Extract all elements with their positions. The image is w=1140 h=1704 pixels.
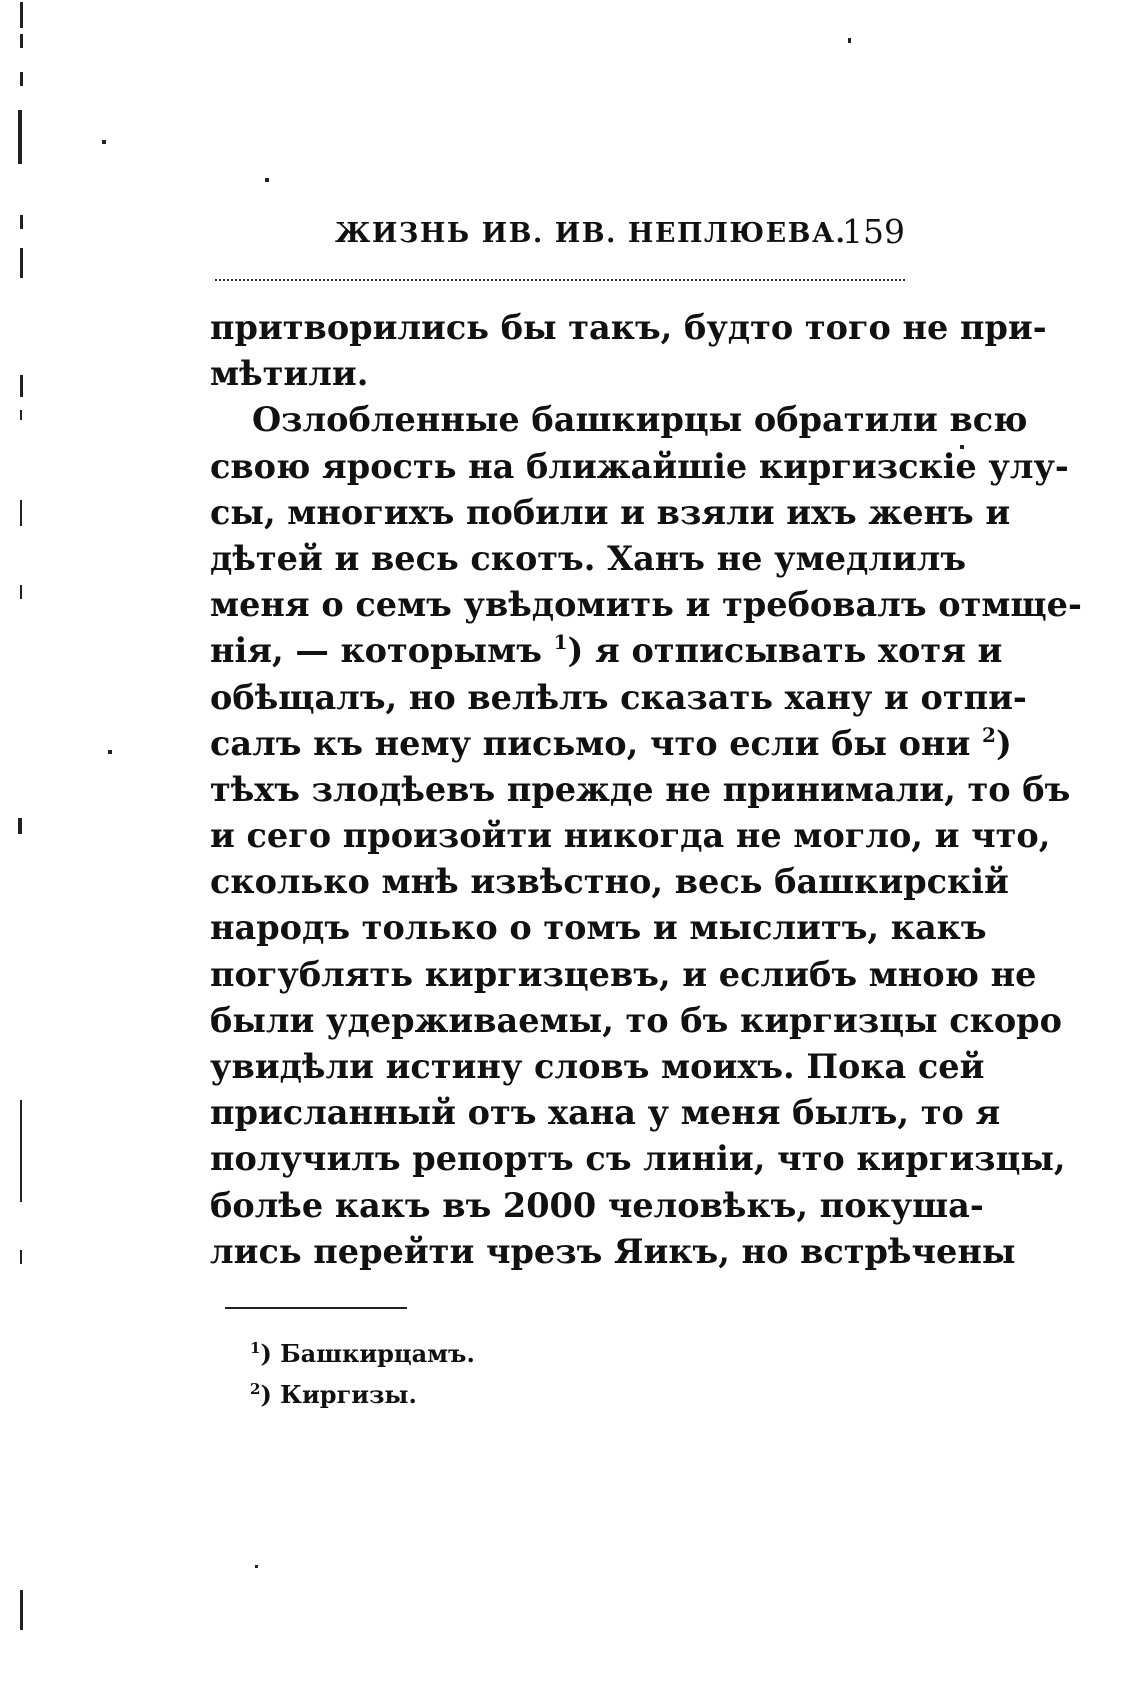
header-rule (215, 279, 905, 281)
page-number: 159 (842, 212, 905, 251)
scan-artifact (20, 500, 22, 526)
scan-artifact (20, 375, 23, 397)
scan-artifact (18, 818, 22, 834)
text-line: и сего произойти никогда не могло, и что, (210, 816, 1051, 856)
text-line: обѣщалъ, но велѣлъ сказать хану и отпи- (210, 677, 1027, 717)
text-line: присланный отъ хана у меня былъ, то я (210, 1093, 1001, 1133)
scan-artifact (20, 1100, 22, 1202)
scan-artifact (20, 215, 23, 229)
text-line: Озлобленные башкирцы обратили всю (252, 400, 1028, 440)
text-line: мѣтили. (210, 354, 369, 394)
text-line: свою ярость на ближайшіе киргизскіе улу- (210, 446, 1069, 486)
scan-artifact (20, 410, 22, 420)
scan-artifact (20, 2, 23, 28)
scan-artifact (18, 110, 22, 164)
text-line: притворились бы такъ, будто того не при- (210, 308, 1047, 347)
text-line: погублять киргизцевъ, и еслибъ мною не (210, 954, 1037, 994)
scan-artifact (255, 1565, 258, 1568)
scan-artifact (108, 750, 112, 754)
scan-artifact (20, 72, 23, 86)
text-line: сколько мнѣ извѣстно, весь башкирскій (210, 862, 1009, 902)
footnote-rule (225, 1307, 407, 1309)
body-text (210, 305, 1082, 1275)
text-line: болѣе какъ въ 2000 человѣкъ, покуша- (210, 1185, 984, 1225)
text-line: народъ только о томъ и мыслитъ, какъ (210, 908, 987, 948)
text-line: были удерживаемы, то бъ киргизцы скоро (210, 1000, 1062, 1040)
footnotes (250, 1333, 475, 1415)
running-header (335, 212, 905, 262)
scan-artifact (20, 585, 22, 599)
text-line: салъ къ нему письмо, что если бы они $^2$) (210, 722, 1012, 763)
text-line: сы, многихъ побили и взяли ихъ женъ и (210, 492, 1011, 532)
scan-artifact (848, 38, 851, 43)
footnote-2: $^2$) Киргизы. (250, 1380, 417, 1409)
text-line: получилъ репортъ съ линіи, что киргизцы, (210, 1139, 1066, 1179)
running-title: ЖИЗНЬ ИВ. ИВ. НЕПЛЮЕВА. (335, 218, 847, 249)
scan-artifact (20, 248, 23, 278)
text-line: дѣтей и весь скотъ. Ханъ не умедлилъ (210, 538, 967, 578)
text-line: лись перейти чрезъ Яикъ, но встрѣчены (210, 1231, 1016, 1271)
text-line: тѣхъ злодѣевъ прежде не принимали, то бъ (210, 769, 1071, 809)
scan-artifact (102, 140, 106, 144)
footnote-ref: 2 (982, 722, 996, 747)
footnote-ref: 1 (553, 630, 568, 655)
scan-artifact (20, 1250, 22, 1264)
scan-artifact (265, 178, 269, 182)
scan-artifact (20, 1590, 23, 1630)
footnote-1: $^1$) Башкирцамъ. (250, 1339, 475, 1368)
text-line: меня о семъ увѣдомить и требовалъ отмще- (210, 585, 1082, 625)
text-line: увидѣли истину словъ моихъ. Пока сей (210, 1047, 985, 1086)
scan-artifact (20, 34, 23, 48)
text-line: нія, — которымъ $^1$) я отписывать хотя и (210, 630, 1003, 671)
